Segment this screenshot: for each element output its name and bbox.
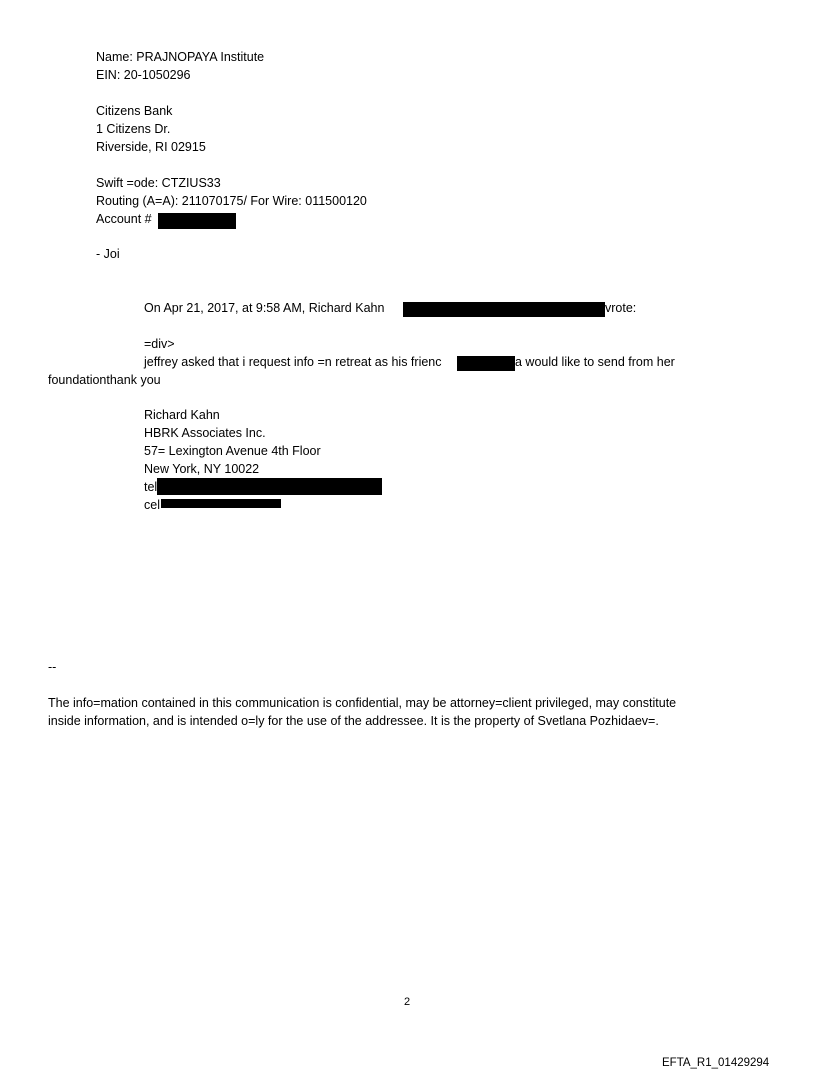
recipient-ein: EIN: 20-1050296 xyxy=(96,68,191,82)
quoted-div-tag: =div> xyxy=(144,337,175,351)
signature-company: HBRK Associates Inc. xyxy=(144,426,266,440)
signature-tel-label: tel xyxy=(144,480,158,494)
redaction-cell-number xyxy=(161,499,281,508)
signature-name: Richard Kahn xyxy=(144,408,220,422)
account-label: Account # xyxy=(96,212,152,226)
quoted-header-suffix: vrote: xyxy=(605,301,637,315)
redaction-account-number xyxy=(158,213,236,229)
bank-address-line-2: Riverside, RI 02915 xyxy=(96,140,206,154)
signature-separator: -- xyxy=(48,660,57,674)
routing-number: Routing (A=A): 211070175/ For Wire: 011500120 xyxy=(96,194,367,208)
page-number: 2 xyxy=(404,996,411,1008)
redaction-friend-name xyxy=(457,356,515,371)
signature-cell-label: cel xyxy=(144,498,160,512)
quoted-body-line-2: foundationthank you xyxy=(48,373,161,387)
quoted-body-line-1b: a would like to send from her xyxy=(515,355,675,369)
redaction-telephone xyxy=(157,478,382,495)
quoted-header-prefix: On Apr 21, 2017, at 9:58 AM, Richard Kahn xyxy=(144,301,385,315)
sender-signoff: - Joi xyxy=(96,247,120,261)
bates-number: EFTA_R1_01429294 xyxy=(662,1057,770,1069)
redaction-email-address xyxy=(403,302,605,317)
bank-name: Citizens Bank xyxy=(96,104,173,118)
disclaimer-line-2: inside information, and is intended o=ly for the use of the addressee. It is the property of Svetlana Pozhidaev=. xyxy=(48,714,659,728)
bank-address-line-1: 1 Citizens Dr. xyxy=(96,122,171,136)
disclaimer-line-1: The info=mation contained in this communication is confidential, may be attorney=client privileged, may constitute xyxy=(48,696,677,710)
signature-address-1: 57= Lexington Avenue 4th Floor xyxy=(144,444,321,458)
quoted-body-line-1a: jeffrey asked that i request info =n retreat as his frienc xyxy=(144,355,442,369)
recipient-name: Name: PRAJNOPAYA Institute xyxy=(96,50,265,64)
swift-code: Swift =ode: CTZIUS33 xyxy=(96,176,221,190)
signature-address-2: New York, NY 10022 xyxy=(144,462,260,476)
